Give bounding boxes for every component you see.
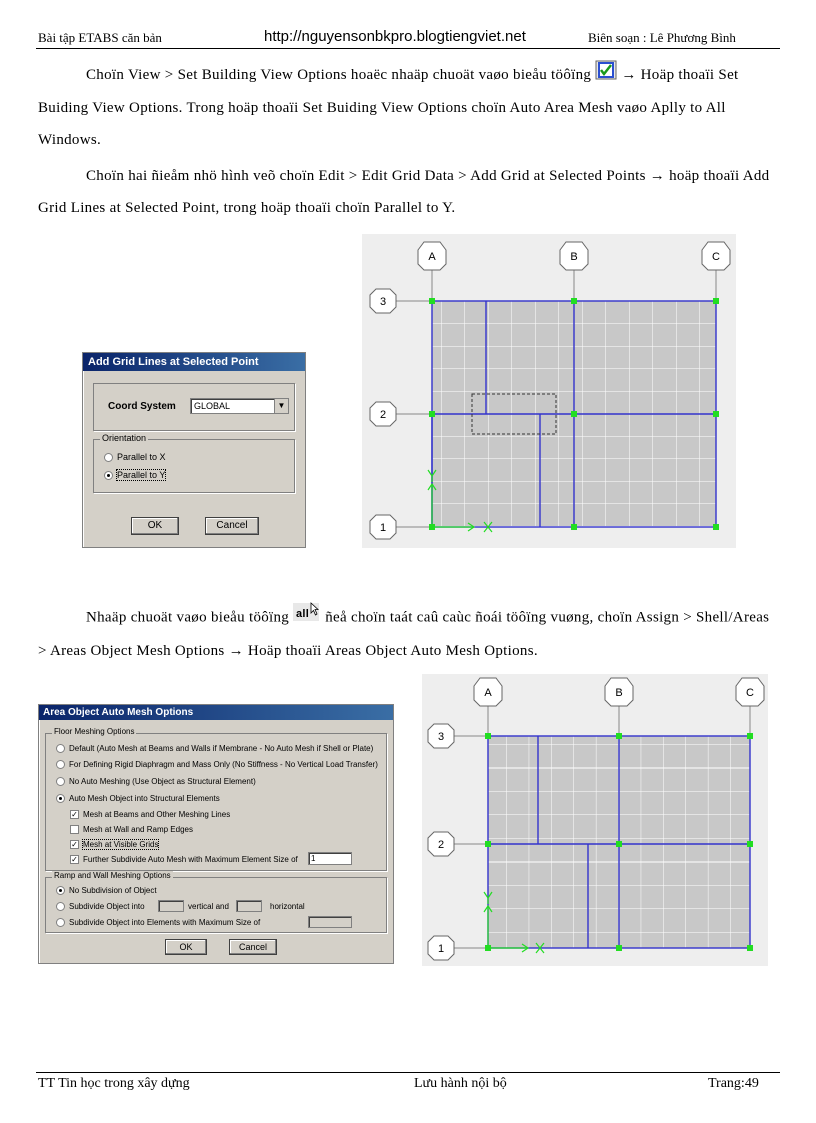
dialog-title: Add Grid Lines at Selected Point xyxy=(83,353,305,371)
cancel-button[interactable]: Cancel xyxy=(205,517,259,535)
dialog-title: Area Object Auto Mesh Options xyxy=(39,705,393,720)
no-subdivision-option[interactable] xyxy=(56,886,157,895)
ramp-wall-label: Ramp and Wall Meshing Options xyxy=(54,871,171,880)
paragraph-3 xyxy=(38,601,780,667)
floor-plan-2 xyxy=(422,674,768,966)
default-option-label: Default (Auto Mesh at Beams and Walls if Membrane - No Auto Mesh if Shell or Plate) xyxy=(69,744,374,753)
footer-rule xyxy=(36,1072,780,1073)
grid-label-1: 1 xyxy=(437,943,445,955)
ok-button[interactable]: OK xyxy=(165,939,207,955)
ramp-wall-group xyxy=(45,871,387,933)
parallel-to-y-label: Parallel to Y xyxy=(117,470,166,480)
checkbox-toolbar-icon xyxy=(595,60,617,92)
floor-meshing-label: Floor Meshing Options xyxy=(54,727,135,736)
no-subdivision-label: No Subdivision of Object xyxy=(69,886,157,895)
grid-label-2: 2 xyxy=(379,409,387,421)
grid-label-c: C xyxy=(712,251,720,263)
grid-label-c: C xyxy=(746,687,754,699)
mesh-at-wall-checkbox[interactable] xyxy=(70,825,193,834)
grid-label-b: B xyxy=(615,687,623,699)
chevron-down-icon[interactable]: ▼ xyxy=(274,399,288,413)
add-grid-lines-dialog xyxy=(82,352,306,548)
horizontal-count-input[interactable] xyxy=(236,900,262,912)
paragraph-1-part-b: → Hoäp thoaïi Set Buiding View Options. Trong hoäp thoaïi Set Buiding View Options choïn Auto Area Mesh vaøo Aplly to All Windows. xyxy=(38,67,739,148)
subdivide-max-size-option[interactable] xyxy=(56,918,260,927)
no-auto-meshing-label: No Auto Meshing (Use Object as Structural Element) xyxy=(69,777,256,786)
parallel-to-x-label: Parallel to X xyxy=(117,452,166,462)
floor-meshing-group xyxy=(45,727,387,871)
rigid-diaphragm-option[interactable] xyxy=(56,760,378,769)
grid-label-1: 1 xyxy=(379,522,387,534)
coord-system-value: GLOBAL xyxy=(194,401,231,411)
grid-label-b: B xyxy=(570,251,578,263)
paragraph-2-text: Choïn hai ñieåm nhö hình veõ choïn Edit > Edit Grid Data > Add Grid at Selected Points → hoäp thoaïi Add Grid Lines at Selected Point, trong hoäp thoaïi choïn Parallel to Y. xyxy=(38,168,770,216)
paragraph-1 xyxy=(38,59,780,156)
vertical-count-input[interactable] xyxy=(158,900,184,912)
area-mesh-options-dialog xyxy=(38,704,394,964)
header-right: Biên soạn : Lê Phương Bình xyxy=(588,30,736,45)
auto-mesh-label: Auto Mesh Object into Structural Elements xyxy=(69,794,220,803)
ok-button[interactable]: OK xyxy=(131,517,179,535)
paragraph-3-part-b: ñeå choïn taát caû caùc ñoái töôïng vuøng, choïn Assign > Shell/Areas > Areas Object Mesh Options → Hoäp thoaïi Areas Object Auto Mesh Options. xyxy=(38,609,770,659)
horizontal-label: horizontal xyxy=(270,902,305,911)
page-number: Trang:49 xyxy=(708,1076,759,1091)
header-url: http://nguyensonbkpro.blogtiengviet.net xyxy=(264,28,526,45)
default-option[interactable] xyxy=(56,744,373,753)
mesh-at-wall-label: Mesh at Wall and Ramp Edges xyxy=(83,825,193,834)
grid-label-3: 3 xyxy=(437,731,445,743)
mesh-at-grids-checkbox[interactable]: ✓ Mesh at Visible Grids xyxy=(71,840,159,849)
no-auto-meshing-option[interactable] xyxy=(56,777,256,786)
floor-plan-1 xyxy=(362,234,736,548)
subdivide-into-label: Subdivide Object into xyxy=(69,902,145,911)
header-rule xyxy=(36,48,780,49)
mesh-at-grids-label: Mesh at Visible Grids xyxy=(83,840,159,849)
svg-text:all: all xyxy=(296,608,310,620)
mesh-at-beams-label: Mesh at Beams and Other Meshing Lines xyxy=(83,810,231,819)
header-left: Bài tập ETABS căn bản xyxy=(38,30,162,45)
max-size-input[interactable] xyxy=(308,916,352,928)
mesh-at-beams-checkbox[interactable]: ✓ Mesh at Beams and Other Meshing Lines xyxy=(71,810,231,819)
grid-label-a: A xyxy=(428,251,436,263)
subdivide-into-option[interactable] xyxy=(56,902,145,911)
further-subdivide-checkbox[interactable]: ✓ Further Subdivide Auto Mesh with Maximum Element Size of xyxy=(71,855,298,864)
coord-system-select[interactable] xyxy=(190,398,289,414)
grid-label-a: A xyxy=(484,687,492,699)
paragraph-1-part-a: Choïn View > Set Building View Options hoaëc nhaäp chuoät vaøo bieåu töôïng xyxy=(86,67,592,83)
select-all-icon xyxy=(293,601,321,635)
vertical-and-label: vertical and xyxy=(188,902,229,911)
grid-label-3: 3 xyxy=(379,296,387,308)
parallel-to-y-option[interactable] xyxy=(104,470,165,480)
grid-label-2: 2 xyxy=(437,839,445,851)
footer-left: TT Tin học trong xây dựng xyxy=(38,1076,190,1091)
auto-mesh-option[interactable] xyxy=(56,794,220,803)
max-element-size-input[interactable]: 1 xyxy=(308,852,352,865)
parallel-to-x-option[interactable] xyxy=(104,452,166,462)
further-subdivide-label: Further Subdivide Auto Mesh with Maximum Element Size of xyxy=(83,855,298,864)
radio-icon[interactable] xyxy=(104,453,113,462)
orientation-label: Orientation xyxy=(102,433,147,443)
rigid-diaphragm-label: For Defining Rigid Diaphragm and Mass Only (No Stiffness - No Vertical Load Transfer) xyxy=(69,760,378,769)
paragraph-2 xyxy=(38,160,780,224)
footer-mid: Lưu hành nội bộ xyxy=(414,1076,507,1091)
paragraph-3-part-a: Nhaäp chuoät vaøo bieåu töôïng xyxy=(86,609,290,626)
coord-system-label: Coord System xyxy=(108,401,176,412)
cancel-button[interactable]: Cancel xyxy=(229,939,277,955)
coord-group xyxy=(93,383,295,431)
orientation-group xyxy=(93,433,295,493)
radio-selected-icon[interactable] xyxy=(104,471,113,480)
subdivide-max-size-label: Subdivide Object into Elements with Maximum Size of xyxy=(69,918,261,927)
